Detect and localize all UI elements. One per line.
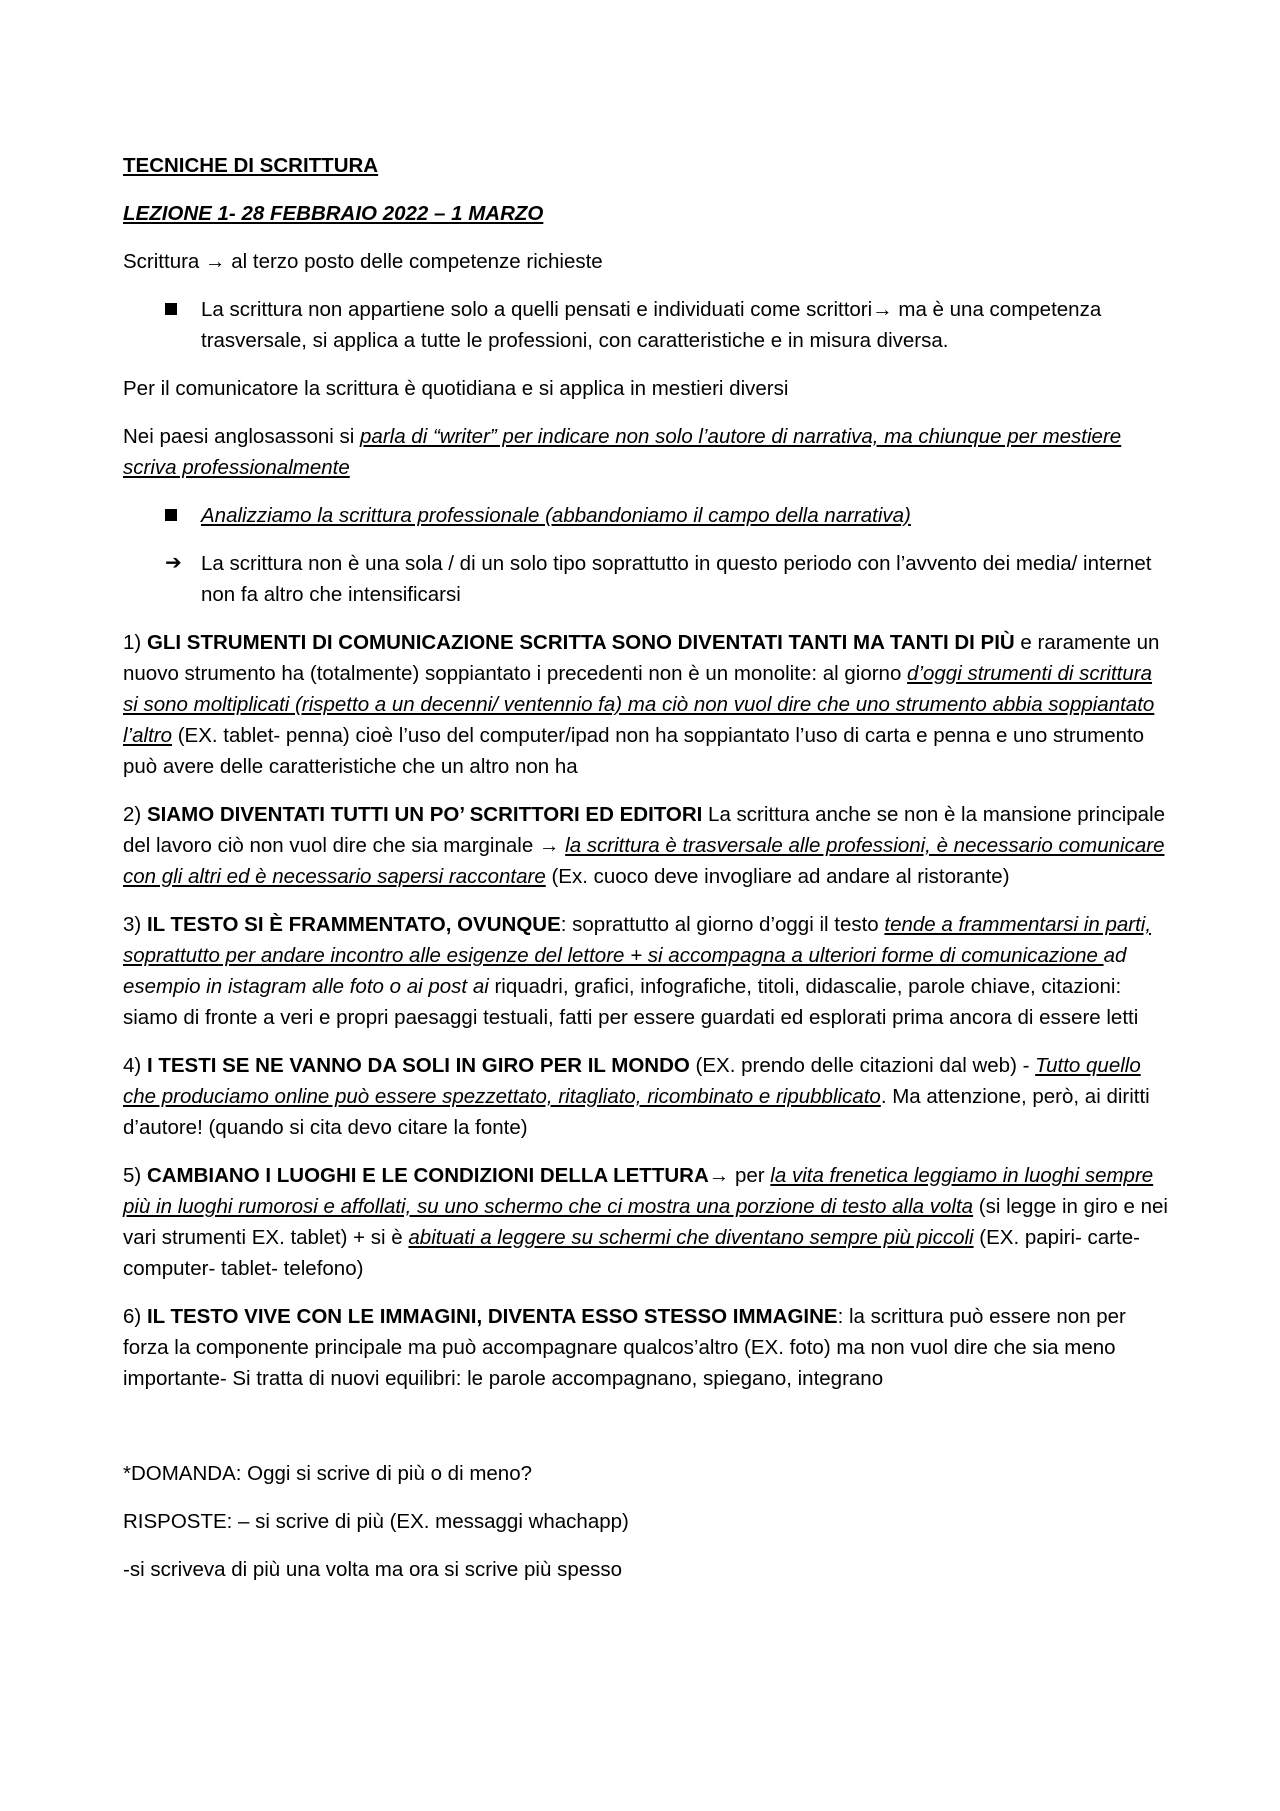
bullet1-text: La scrittura non appartiene solo a quelli pensati e individuati come scrittori <box>201 298 873 321</box>
point-heading: SIAMO DIVENTATI TUTTI UN PO’ SCRITTORI ED EDITORI <box>146 803 703 826</box>
spacer <box>123 1411 1170 1458</box>
intro-text: Scrittura <box>123 250 206 273</box>
bullet1-rest: ma è una competenza trasversale, si applica a tutte le professioni, con caratteristiche e in misura diversa. <box>201 298 1102 352</box>
writer-plain: Nei paesi anglosassoni si <box>123 425 361 448</box>
point-underlined: abituati a leggere su schermi che diventano sempre più piccoli <box>408 1226 974 1249</box>
point-text: (EX. papiri- carte- computer- tablet- telefono) <box>123 1226 1140 1280</box>
point-number: 5) <box>123 1164 147 1187</box>
intro-paragraph <box>123 246 1170 277</box>
point-text: : soprattutto al giorno d’oggi il testo <box>560 913 885 936</box>
point-underlined: Tutto quello che produciamo online può essere spezzettato, ritagliato, ricombinato e ripubblicato <box>123 1054 1141 1108</box>
point-number: 3) <box>123 913 147 936</box>
lesson-heading: LEZIONE 1- 28 FEBBRAIO 2022 – 1 MARZO <box>123 202 544 225</box>
paragraph-writer <box>123 421 1170 483</box>
point-heading: IL TESTO VIVE CON LE IMMAGINI, DIVENTA ESSO STESSO IMMAGINE <box>146 1305 838 1328</box>
point-text: (si legge in giro e nei vari strumenti EX. tablet) + si è <box>123 1195 1168 1249</box>
right-arrow-icon: → <box>205 250 226 273</box>
point-text: per <box>729 1164 771 1187</box>
point-underlined: la scrittura è trasversale alle professioni, è necessario comunicare con gli altri ed è necessario sapersi raccontare <box>123 834 1165 888</box>
list-item-3 <box>123 548 1170 610</box>
right-arrow-icon: → <box>538 834 560 857</box>
paragraph-comunicatore: Per il comunicatore la scrittura è quotidiana e si applica in mestieri diversi <box>123 377 789 400</box>
answer-1: RISPOSTE: – si scrive di più (EX. messaggi whachapp) <box>123 1510 629 1533</box>
point-text: La scrittura anche se non è la mansione principale del lavoro ciò non vuol dire che sia marginale <box>123 803 1166 857</box>
point-number: 2) <box>123 803 147 826</box>
right-arrow-icon: → <box>872 298 893 321</box>
bullet3-text: La scrittura non è una sola / di un solo tipo soprattutto in questo periodo con l’avvento dei media/ internet non fa altro che intensificarsi <box>201 552 1152 606</box>
right-arrow-icon: → <box>708 1164 730 1187</box>
point-5 <box>123 1160 1170 1284</box>
question: *DOMANDA: Oggi si scrive di più o di meno? <box>123 1462 533 1485</box>
point-3 <box>123 909 1170 1033</box>
point-text: (EX. tablet- penna) cioè l’uso del computer/ipad non ha soppiantato l’uso di carta e penna e uno strumento può avere delle caratteristiche che un altro non ha <box>123 724 1145 778</box>
writer-underlined: parla di “writer” per indicare non solo l’autore di narrativa, ma chiunque per mestiere scriva professionalmente <box>123 425 1122 479</box>
point-6 <box>123 1301 1170 1394</box>
square-bullet-icon <box>165 294 185 325</box>
point-4 <box>123 1050 1170 1143</box>
square-bullet-icon <box>165 500 185 531</box>
point-number: 4) <box>123 1054 147 1077</box>
point-heading: IL TESTO SI È FRAMMENTATO, OVUNQUE <box>146 913 561 936</box>
point-underlined: la vita frenetica leggiamo in luoghi sempre più in luoghi rumorosi e affollati, su uno schermo che ci mostra una porzione di testo alla volta <box>123 1164 1154 1218</box>
point-text: riquadri, grafici, infografiche, titoli, didascalie, parole chiave, citazioni: siamo di fronte a veri e propri paesaggi testuali, fatti per essere guardati ed esplorati prima ancora di essere letti <box>123 975 1139 1029</box>
point-text: (Ex. cuoco deve invogliare ad andare al ristorante) <box>545 865 1010 888</box>
answer-2: -si scriveva di più una volta ma ora si scrive più spesso <box>123 1558 623 1581</box>
point-underlined: tende a frammentarsi in parti, soprattutto per andare incontro alle esigenze del lettore + si accompagna a ulteriori forme di comunicazione <box>123 913 1152 967</box>
document-title: TECNICHE DI SCRITTURA <box>123 154 379 177</box>
point-text: e raramente un nuovo strumento ha (totalmente) soppiantato i precedenti non è un monolite: al giorno <box>123 631 1160 685</box>
point-number: 6) <box>123 1305 147 1328</box>
list-item-1 <box>123 294 1170 356</box>
bullet2-text: Analizziamo la scrittura professionale (abbandoniamo il campo della narrativa) <box>201 504 911 527</box>
point-2 <box>123 799 1170 892</box>
list-item-2 <box>123 500 1170 531</box>
point-underlined: d’oggi strumenti di scrittura si sono moltiplicati (rispetto a un decenni/ ventennio fa) ma ciò non vuol dire che uno strumento abbia soppiantato l’altro <box>123 662 1155 747</box>
point-italic: ad esempio in istagram alle foto o ai post ai <box>123 944 1127 998</box>
point-heading: I TESTI SE NE VANNO DA SOLI IN GIRO PER IL MONDO <box>146 1054 690 1077</box>
point-number: 1) <box>123 631 147 654</box>
point-heading: CAMBIANO I LUOGHI E LE CONDIZIONI DELLA LETTURA <box>146 1164 709 1187</box>
point-text: . Ma attenzione, però, ai diritti d’autore! (quando si cita devo citare la fonte) <box>123 1085 1150 1139</box>
intro-rest: al terzo posto delle competenze richieste <box>225 250 603 273</box>
point-heading: GLI STRUMENTI DI COMUNICAZIONE SCRITTA SONO DIVENTATI TANTI MA TANTI DI PIÙ <box>146 631 1015 654</box>
point-text: : la scrittura può essere non per forza la componente principale ma può accompagnare qualcos’altro (EX. foto) ma non vuol dire che sia meno importante- Si tratta di nuovi equilibri: le parole accompagnano, spiegano, integrano <box>123 1305 1126 1390</box>
point-text: (EX. prendo delle citazioni dal web) - <box>689 1054 1036 1077</box>
point-1 <box>123 627 1170 782</box>
arrow-bullet-icon: ➔ <box>165 552 182 574</box>
